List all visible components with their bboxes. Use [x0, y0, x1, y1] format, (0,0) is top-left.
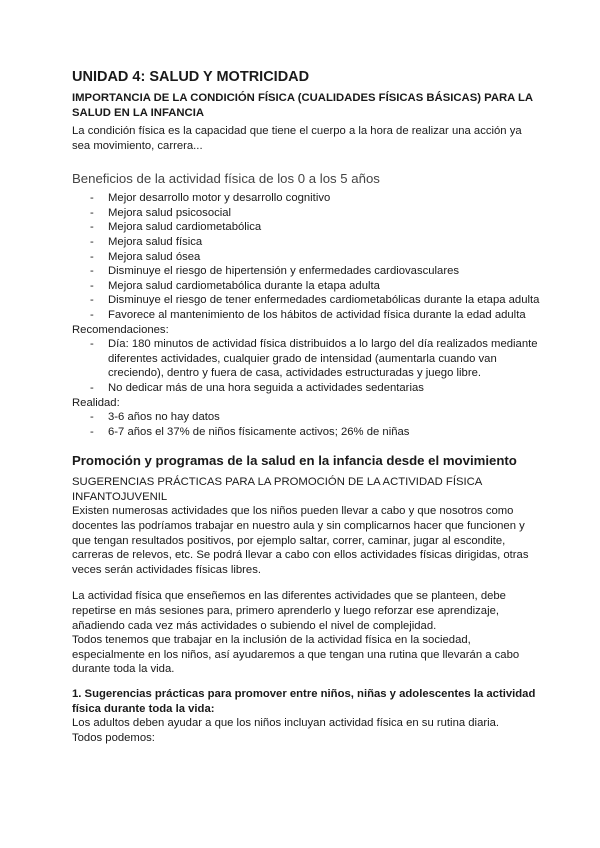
section1-heading: 1. Sugerencias prácticas para promover entre niños, niñas y adolescentes la actividad física durante toda la vida: — [72, 688, 536, 715]
list-item: - Mejora salud ósea — [72, 250, 540, 265]
section-subtitle: IMPORTANCIA DE LA CONDICIÓN FÍSICA (CUALIDADES FÍSICAS BÁSICAS) PARA LA SALUD EN LA INFANCIA — [72, 92, 533, 119]
promotion-caps-title: SUGERENCIAS PRÁCTICAS PARA LA PROMOCIÓN DE LA ACTIVIDAD FÍSICA INFANTOJUVENIL — [72, 476, 482, 503]
list-item: - Mejora salud cardiometabólica durante la etapa adulta — [72, 279, 540, 294]
list-item: - Disminuye el riesgo de hipertensión y enfermedades cardiovasculares — [72, 264, 540, 279]
benefits-list — [72, 191, 540, 322]
list-item: - Día: 180 minutos de actividad física distribuidos a lo largo del día realizados mediante diferentes actividades, cualquier grado de intensidad (aumentarla cuando van creciendo), dentro y fuera de casa, actividades estructuradas y juego libre. — [72, 337, 540, 381]
promotion-paragraph-2: La actividad física que enseñemos en las diferentes actividades que se planteen, debe repetirse en más sesiones para, primero aprenderlo y luego reforzar ese aprendizaje, añadiendo cada vez más actividades o subiendo el nivel de complejidad. — [72, 590, 506, 632]
intro-paragraph: La condición física es la capacidad que tiene el cuerpo a la hora de realizar una acción ya sea movimiento, carrera... — [72, 125, 522, 152]
reality-label: Realidad: — [72, 396, 120, 409]
section1-line-1: Los adultos deben ayudar a que los niños incluyan actividad física en su rutina diaria. — [72, 717, 500, 730]
list-item: - Disminuye el riesgo de tener enfermedades cardiometabólicas durante la etapa adulta — [72, 293, 540, 308]
list-item: - 3-6 años no hay datos — [72, 410, 540, 425]
list-item: - Mejora salud física — [72, 235, 540, 250]
unit-title: UNIDAD 4: SALUD Y MOTRICIDAD — [72, 69, 310, 85]
promotion-heading: Promoción y programas de la salud en la infancia desde el movimiento — [72, 453, 517, 469]
list-item: - 6-7 años el 37% de niños físicamente activos; 26% de niñas — [72, 425, 540, 440]
list-item: - Favorece al mantenimiento de los hábitos de actividad física durante la edad adulta — [72, 308, 540, 323]
list-item: - No dedicar más de una hora seguida a actividades sedentarias — [72, 381, 540, 396]
list-item: - Mejora salud psicosocial — [72, 206, 540, 221]
reality-list — [72, 410, 540, 439]
benefits-heading: Beneficios de la actividad física de los 0 a los 5 años — [72, 171, 380, 187]
recommendations-list — [72, 337, 540, 395]
recommendations-label: Recomendaciones: — [72, 323, 169, 336]
list-item: - Mejora salud cardiometabólica — [72, 220, 540, 235]
promotion-paragraph-3: Todos tenemos que trabajar en la inclusión de la actividad física en la sociedad, especialmente en los niños, así ayudaremos a que tengan una rutina que llevarán a cabo durante toda la vida. — [72, 634, 520, 676]
list-item: - Mejor desarrollo motor y desarrollo cognitivo — [72, 191, 540, 206]
section1-line-2: Todos podemos: — [72, 731, 155, 744]
promotion-paragraph-1: Existen numerosas actividades que los niños pueden llevar a cabo y que nosotros como docentes las podríamos trabajar en nuestro aula y sin complicarnos hacer que funcionen y que tengan resultados positivos, por ejemplo saltar, correr, caminar, jugar al escondite, carreras de relevos, etc. Se podrá llevar a cabo con ellos actividades físicas dirigidas, otras veces serán actividades físicas libres. — [72, 505, 529, 576]
